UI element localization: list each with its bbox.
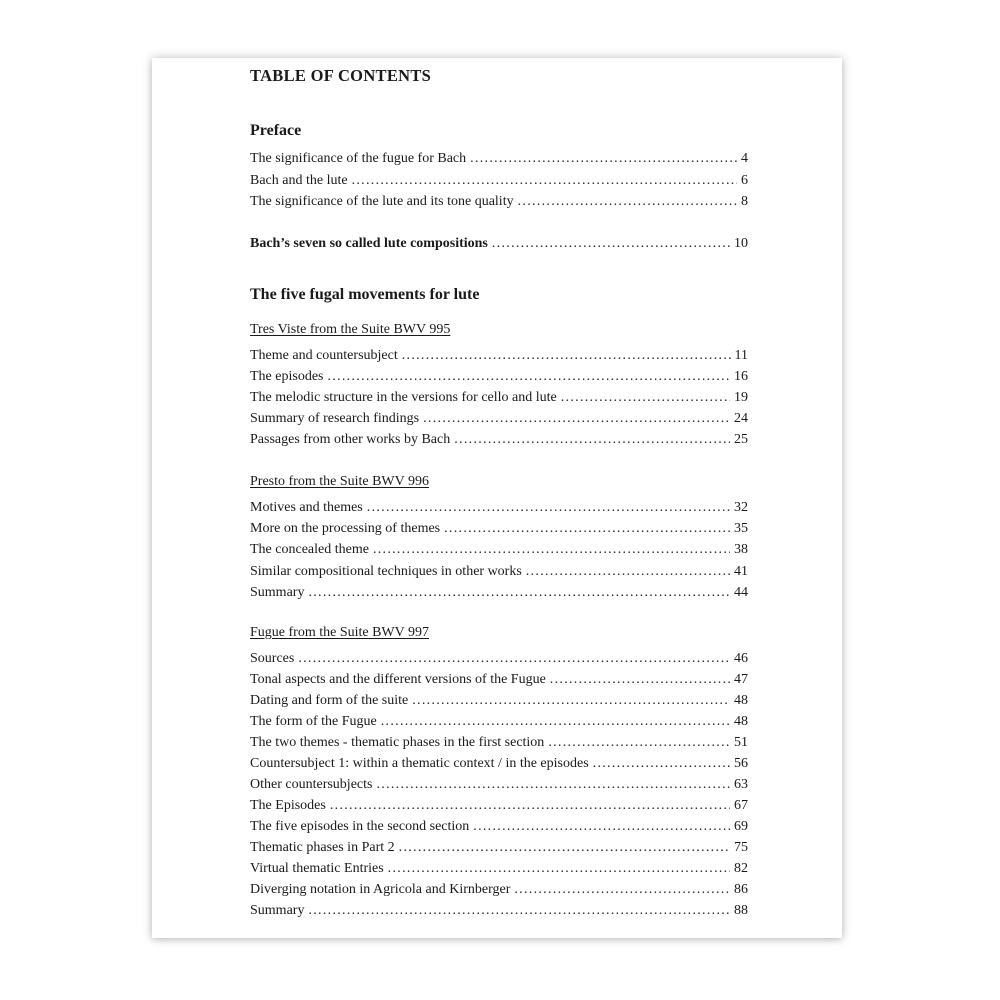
toc-entry-title: Summary [250, 903, 305, 918]
toc-entry-title: The form of the Fugue [250, 714, 377, 729]
toc-entry-title: The five episodes in the second section [250, 819, 470, 834]
toc-entry-page: 38 [734, 542, 748, 557]
toc-entry-title: Bach’s seven so called lute compositions [250, 236, 488, 251]
toc-entry-page: 63 [734, 777, 748, 792]
toc-entry-page: 75 [734, 840, 748, 855]
toc-entry-title: Summary of research findings [250, 411, 420, 426]
preface-heading: Preface [250, 122, 302, 139]
toc-entry [250, 389, 748, 407]
toc-entry [250, 172, 748, 190]
toc-entry [250, 713, 748, 731]
toc-entry-page: 46 [734, 651, 748, 666]
toc-entry-page: 56 [734, 756, 748, 771]
toc-entry-page: 48 [734, 714, 748, 729]
toc-entry-title: Diverging notation in Agricola and Kirnberger [250, 882, 511, 897]
toc-entry-title: Virtual thematic Entries [250, 861, 384, 876]
toc-entry-page: 51 [734, 735, 748, 750]
toc-entry-page: 48 [734, 693, 748, 708]
toc-entry-page: 6 [741, 173, 748, 188]
toc-entry-page: 44 [734, 585, 748, 600]
toc-entry-title: More on the processing of themes [250, 521, 441, 536]
toc-entry-title: Thematic phases in Part 2 [250, 840, 395, 855]
toc-entry-title: The significance of the lute and its tone quality [250, 194, 514, 209]
toc-entry-title: The significance of the fugue for Bach [250, 151, 467, 166]
five-fugal-heading: The five fugal movements for lute [250, 286, 480, 303]
presto-heading: Presto from the Suite BWV 996 [250, 474, 430, 489]
toc-entry [250, 193, 748, 211]
toc-entry-page: 47 [734, 672, 748, 687]
toc-entry-title: Dating and form of the suite [250, 693, 409, 708]
toc-entry [250, 520, 748, 538]
toc-entry-page: 67 [734, 798, 748, 813]
toc-entry [250, 902, 748, 920]
toc-entry-page: 10 [734, 236, 748, 251]
toc-entry-page: 24 [734, 411, 748, 426]
toc-entry-title: Other countersubjects [250, 777, 373, 792]
toc-entry-title: Bach and the lute [250, 173, 348, 188]
toc-entry [250, 650, 748, 668]
toc-entry-page: 25 [734, 432, 748, 447]
toc-entry [250, 499, 748, 517]
toc-entry [250, 150, 748, 168]
fugue-heading: Fugue from the Suite BWV 997 [250, 625, 430, 640]
toc-entry [250, 671, 748, 689]
toc-entry-page: 4 [741, 151, 748, 166]
toc-entry-title: Passages from other works by Bach [250, 432, 451, 447]
toc-entry-title: Similar compositional techniques in other works [250, 564, 522, 579]
toc-entry [250, 347, 748, 365]
toc-entry [250, 839, 748, 857]
toc-entry [250, 818, 748, 836]
toc-entry [250, 563, 748, 581]
toc-entry [250, 797, 748, 815]
toc-entry-title: The two themes - thematic phases in the first section [250, 735, 545, 750]
document-page [152, 58, 842, 938]
tres-viste-heading: Tres Viste from the Suite BWV 995 [250, 322, 451, 337]
toc-entry-seven-compositions [250, 235, 748, 253]
toc-entry-page: 16 [734, 369, 748, 384]
toc-entry-title: Motives and themes [250, 500, 363, 515]
toc-entry [250, 881, 748, 899]
toc-entry [250, 692, 748, 710]
toc-entry [250, 584, 748, 602]
toc-entry [250, 734, 748, 752]
toc-entry-page: 11 [734, 348, 748, 363]
toc-entry-page: 8 [741, 194, 748, 209]
toc-entry-page: 41 [734, 564, 748, 579]
toc-entry [250, 541, 748, 559]
toc-entry-page: 19 [734, 390, 748, 405]
toc-entry [250, 776, 748, 794]
toc-entry [250, 860, 748, 878]
toc-entry-title: Theme and countersubject [250, 348, 398, 363]
toc-entry [250, 368, 748, 386]
toc-entry-title: Sources [250, 651, 295, 666]
toc-entry-page: 86 [734, 882, 748, 897]
toc-entry [250, 755, 748, 773]
toc-entry-title: The episodes [250, 369, 324, 384]
toc-entry-title: The melodic structure in the versions for cello and lute [250, 390, 557, 405]
toc-entry-title: Countersubject 1: within a thematic context / in the episodes [250, 756, 589, 771]
toc-entry [250, 410, 748, 428]
toc-entry-page: 69 [734, 819, 748, 834]
toc-entry-title: Summary [250, 585, 305, 600]
toc-entry-page: 35 [734, 521, 748, 536]
page-title: TABLE OF CONTENTS [250, 66, 432, 85]
toc-entry-page: 82 [734, 861, 748, 876]
toc-entry-title: The Episodes [250, 798, 326, 813]
toc-entry [250, 431, 748, 449]
toc-entry-title: Tonal aspects and the different versions of the Fugue [250, 672, 546, 687]
toc-entry-title: The concealed theme [250, 542, 369, 557]
toc-entry-page: 88 [734, 903, 748, 918]
toc-entry-page: 32 [734, 500, 748, 515]
